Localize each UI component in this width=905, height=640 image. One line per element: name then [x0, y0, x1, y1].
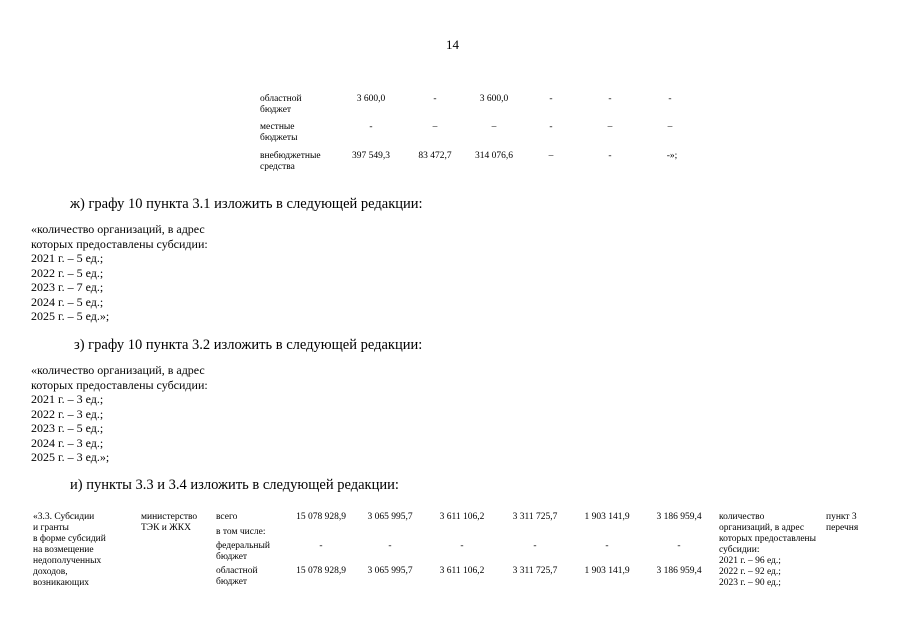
top-cell: 83 472,7	[418, 151, 452, 161]
top-row-label: местные бюджеты	[260, 122, 298, 143]
bottom-col1: «3.3. Субсидии и гранты в форме субсидий на возмещение недополученных доходов, возникающих	[33, 512, 106, 588]
bottom-cell: -	[677, 541, 681, 551]
bottom-cell: 3 311 725,7	[512, 566, 558, 576]
top-row-label: внебюджетные средства	[260, 151, 321, 172]
section-text-z: «количество организаций, в адрес которых предоставлены субсидии: 2021 г. – 3 ед.; 2022 г. – 3 ед.; 2023 г. – 5 ед.; 2024 г. – 3 ед.; 2025 г. – 3 ед.»;	[31, 363, 208, 464]
bottom-cell: 3 611 106,2	[439, 512, 485, 522]
bottom-col10: количество организаций, в адрес которых предоставлены субсидии: 2021 г. – 96 ед.; 2022 г. – 92 ед.; 2023 г. – 90 ед.;	[719, 512, 817, 588]
bottom-cell: -	[533, 541, 537, 551]
bottom-cell: 3 611 106,2	[439, 566, 485, 576]
bottom-row-label: областной бюджет	[216, 566, 258, 587]
bottom-cell: -	[319, 541, 323, 551]
top-cell: –	[607, 122, 613, 132]
bottom-row-label: в том числе:	[216, 527, 266, 537]
top-cell: -	[608, 94, 612, 104]
bottom-cell: 15 078 928,9	[296, 566, 346, 576]
section-heading-z: з) графу 10 пункта 3.2 изложить в следующей редакции:	[74, 337, 423, 353]
page-number: 14	[446, 37, 459, 52]
top-cell: –	[667, 122, 673, 132]
bottom-cell: 3 065 995,7	[367, 566, 413, 576]
top-cell: 397 549,3	[352, 151, 390, 161]
top-cell: 3 600,0	[479, 94, 509, 104]
top-cell: -	[433, 94, 437, 104]
top-cell: -	[608, 151, 612, 161]
top-cell: –	[548, 151, 554, 161]
bottom-cell: 1 903 141,9	[584, 512, 630, 522]
bottom-cell: 3 186 959,4	[656, 566, 702, 576]
bottom-cell: -	[460, 541, 464, 551]
top-row-label: областной бюджет	[260, 94, 302, 115]
top-cell: –	[491, 122, 497, 132]
top-cell: –	[432, 122, 438, 132]
bottom-cell: 3 186 959,4	[656, 512, 702, 522]
bottom-row-label: федеральный бюджет	[216, 541, 270, 562]
top-cell: -	[369, 122, 373, 132]
section-heading-zh: ж) графу 10 пункта 3.1 изложить в следующей редакции:	[70, 196, 423, 212]
bottom-cell: -	[388, 541, 392, 551]
section-heading-i: и) пункты 3.3 и 3.4 изложить в следующей редакции:	[70, 477, 399, 493]
bottom-row-label: всего	[216, 512, 238, 522]
top-cell: -»;	[666, 151, 678, 161]
top-cell: 314 076,6	[475, 151, 513, 161]
bottom-col2: министерство ТЭК и ЖКХ	[141, 512, 198, 533]
top-cell: 3 600,0	[356, 94, 386, 104]
top-cell: -	[549, 94, 553, 104]
section-text-zh: «количество организаций, в адрес которых предоставлены субсидии: 2021 г. – 5 ед.; 2022 г. – 5 ед.; 2023 г. – 7 ед.; 2024 г. – 5 ед.; 2025 г. – 5 ед.»;	[31, 222, 208, 323]
bottom-cell: 15 078 928,9	[296, 512, 346, 522]
bottom-col11: пункт 3 перечня	[826, 512, 859, 533]
bottom-cell: -	[605, 541, 609, 551]
bottom-cell: 1 903 141,9	[584, 566, 630, 576]
bottom-cell: 3 311 725,7	[512, 512, 558, 522]
top-cell: -	[549, 122, 553, 132]
top-cell: -	[668, 94, 672, 104]
bottom-cell: 3 065 995,7	[367, 512, 413, 522]
